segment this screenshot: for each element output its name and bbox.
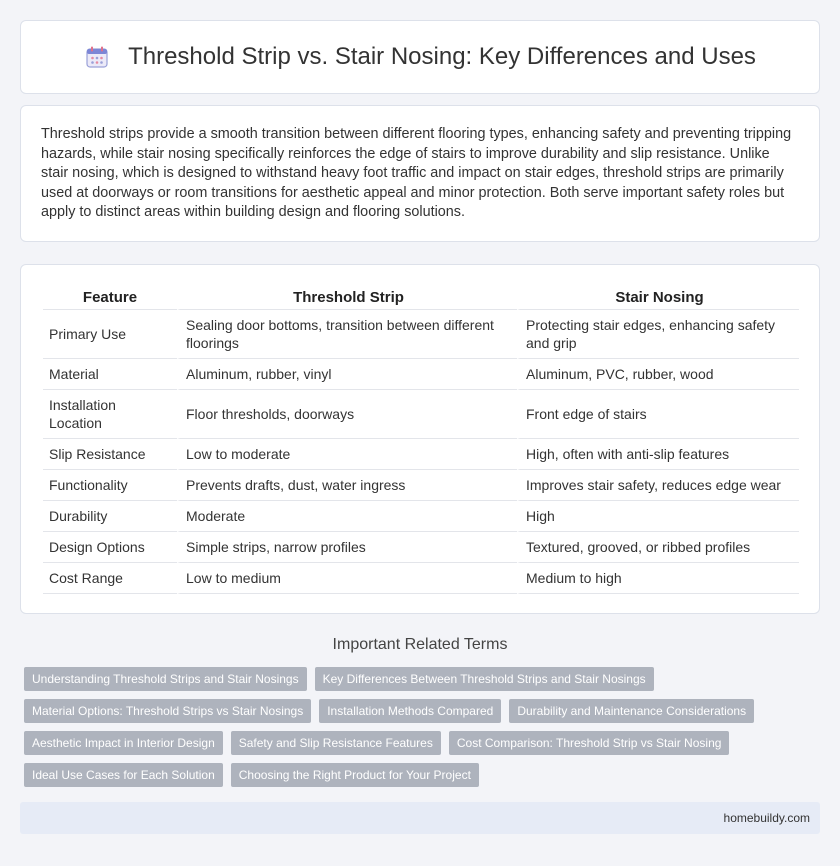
related-term-tag[interactable]: Installation Methods Compared: [319, 699, 501, 723]
feature-cell: Durability: [43, 501, 177, 532]
page-title: Threshold Strip vs. Stair Nosing: Key Differences and Uses: [128, 43, 756, 70]
intro-paragraph: Threshold strips provide a smooth transition between different flooring types, enhancing safety and preventing tripping hazards, while stair nosing specifically reinforces the edge of stairs to improve durability and slip resistance. Unlike stair nosing, which is designed to withstand heavy foot traffic and impact on stair edges, threshold strips are primarily used at doorways or room transitions for aesthetic appeal and minor protection. Both serve important safety roles but apply to distinct areas within building design and flooring solutions.: [41, 126, 792, 221]
related-terms-list: [24, 667, 804, 787]
header-stair-nosing: Stair Nosing: [517, 285, 799, 310]
feature-cell: Cost Range: [43, 563, 177, 594]
table-row: [43, 532, 799, 563]
nosing-cell: High: [517, 501, 799, 532]
feature-cell: Slip Resistance: [43, 439, 177, 470]
table-row: [43, 310, 799, 359]
footer-site-link[interactable]: homebuildy.com: [723, 811, 810, 825]
nosing-cell: Aluminum, PVC, rubber, wood: [517, 359, 799, 390]
header-feature: Feature: [43, 285, 177, 310]
nosing-cell: Textured, grooved, or ribbed profiles: [517, 532, 799, 563]
threshold-cell: Prevents drafts, dust, water ingress: [177, 470, 517, 501]
related-term-tag[interactable]: Understanding Threshold Strips and Stair Nosings: [24, 667, 307, 691]
related-term-tag[interactable]: Material Options: Threshold Strips vs Stair Nosings: [24, 699, 311, 723]
nosing-cell: High, often with anti-slip features: [517, 439, 799, 470]
nosing-cell: Front edge of stairs: [517, 390, 799, 439]
table-row: [43, 359, 799, 390]
intro-card: [20, 105, 820, 242]
table-row: [43, 439, 799, 470]
threshold-cell: Aluminum, rubber, vinyl: [177, 359, 517, 390]
table-row: [43, 390, 799, 439]
feature-cell: Material: [43, 359, 177, 390]
table-row: [43, 470, 799, 501]
threshold-cell: Moderate: [177, 501, 517, 532]
related-term-tag[interactable]: Choosing the Right Product for Your Project: [231, 763, 479, 787]
nosing-cell: Medium to high: [517, 563, 799, 594]
table-row: [43, 501, 799, 532]
comparison-table: [43, 285, 799, 594]
related-term-tag[interactable]: Safety and Slip Resistance Features: [231, 731, 441, 755]
related-term-tag[interactable]: Aesthetic Impact in Interior Design: [24, 731, 223, 755]
header-card: [20, 20, 820, 94]
nosing-cell: Improves stair safety, reduces edge wear: [517, 470, 799, 501]
threshold-cell: Low to medium: [177, 563, 517, 594]
nosing-cell: Protecting stair edges, enhancing safety and grip: [517, 310, 799, 359]
table-row: [43, 563, 799, 594]
title-wrap: [84, 43, 756, 71]
related-term-tag[interactable]: Cost Comparison: Threshold Strip vs Stair Nosing: [449, 731, 730, 755]
threshold-cell: Floor thresholds, doorways: [177, 390, 517, 439]
feature-cell: Design Options: [43, 532, 177, 563]
threshold-cell: Simple strips, narrow profiles: [177, 532, 517, 563]
related-terms-title: Important Related Terms: [332, 636, 508, 653]
feature-cell: Installation Location: [43, 390, 177, 439]
table-header-row: [43, 285, 799, 310]
threshold-cell: Low to moderate: [177, 439, 517, 470]
related-term-tag[interactable]: Key Differences Between Threshold Strips and Stair Nosings: [315, 667, 654, 691]
threshold-cell: Sealing door bottoms, transition between different floorings: [177, 310, 517, 359]
feature-cell: Primary Use: [43, 310, 177, 359]
footer: [20, 802, 820, 834]
comparison-table-card: [20, 264, 820, 614]
related-term-tag[interactable]: Ideal Use Cases for Each Solution: [24, 763, 223, 787]
calendar-icon: [84, 44, 110, 70]
header-threshold-strip: Threshold Strip: [177, 285, 517, 310]
related-term-tag[interactable]: Durability and Maintenance Considerations: [509, 699, 754, 723]
feature-cell: Functionality: [43, 470, 177, 501]
